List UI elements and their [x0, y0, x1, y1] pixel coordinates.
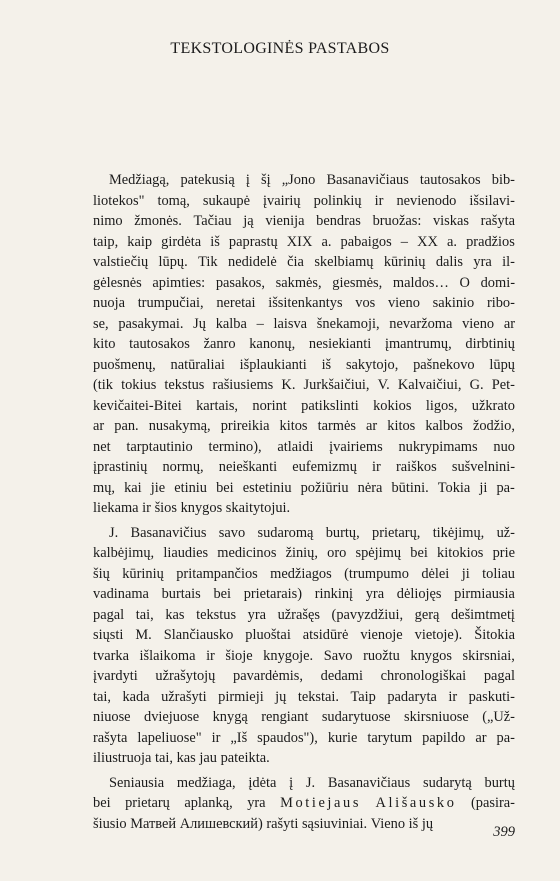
- word: normų,: [162, 459, 204, 475]
- word: jie: [150, 479, 166, 496]
- word: rašyta: [93, 729, 128, 746]
- word: ji: [461, 565, 470, 582]
- word: („Už-: [482, 709, 515, 725]
- word: prietarų,: [372, 524, 421, 541]
- word: neieškanti: [218, 459, 278, 475]
- word: „Iš: [230, 729, 248, 746]
- word: M.: [135, 627, 152, 643]
- word: tarptautinio: [126, 438, 193, 455]
- word: sudaromą: [257, 524, 314, 541]
- word: iš: [408, 815, 419, 832]
- word: pa-: [496, 479, 515, 496]
- word: ar: [93, 418, 105, 434]
- text-line: [93, 293, 515, 314]
- word: prireikia: [220, 418, 270, 434]
- word: tekstus: [164, 377, 205, 393]
- word: ribo-: [486, 295, 515, 311]
- word: dėlei: [421, 565, 450, 582]
- word: dalis: [435, 254, 464, 270]
- word: užkrato: [471, 397, 515, 414]
- word: paprastų: [228, 233, 278, 250]
- word: skirsniai,: [462, 647, 515, 664]
- word: a.: [321, 233, 332, 250]
- word: pagal: [93, 606, 125, 623]
- word: į: [289, 774, 294, 791]
- word: pritampančios: [176, 565, 258, 582]
- word: ar: [475, 729, 487, 746]
- word: atlaidi: [277, 438, 314, 455]
- word: nuoja: [93, 295, 125, 311]
- word: išsitenkantys: [268, 295, 343, 311]
- text-line: [93, 773, 515, 794]
- word: sudarytą: [422, 774, 472, 791]
- text-line: [93, 355, 515, 376]
- word: Jurkšaičiui,: [303, 377, 370, 393]
- word: iš: [210, 233, 220, 250]
- word: mų,: [93, 479, 115, 496]
- word: tautosakos: [129, 336, 190, 352]
- word: užrašyti: [161, 688, 207, 705]
- word: jų: [275, 688, 287, 705]
- text-line: [93, 334, 515, 355]
- word: žodžio,: [472, 418, 515, 434]
- word: prie: [492, 545, 515, 561]
- word: nesiekianti: [308, 336, 372, 352]
- text-line: [93, 191, 515, 212]
- word: a.: [446, 233, 457, 250]
- word: toliau: [482, 565, 515, 582]
- page-title: TEKSTOLOGINĖS PASTABOS: [170, 40, 390, 57]
- word: (tik: [93, 377, 113, 393]
- word: sukaupė: [202, 192, 251, 209]
- word: atsidūrė: [302, 627, 349, 643]
- word: Taip: [350, 688, 376, 705]
- word: kūrinių: [122, 565, 164, 582]
- word: burtų,: [325, 524, 360, 541]
- word: kurie: [327, 729, 358, 746]
- word: čia: [287, 254, 304, 270]
- word: savo: [218, 524, 246, 541]
- word: šių: [93, 565, 110, 582]
- word: sudarytuose: [321, 709, 391, 725]
- word: šį: [261, 172, 271, 188]
- text-line: [93, 543, 515, 564]
- word: nėra: [357, 479, 383, 496]
- word: liaudies: [163, 545, 209, 561]
- text-line: [93, 707, 515, 728]
- text-line: [93, 211, 515, 232]
- word: knygoje.: [263, 647, 314, 664]
- word: ruožtu: [363, 647, 400, 664]
- word: įdėta: [248, 774, 277, 791]
- word: į: [245, 172, 250, 188]
- text-line: [93, 437, 515, 458]
- word: gėlesnės: [93, 274, 142, 291]
- word: bei: [213, 586, 232, 602]
- word: šios: [154, 500, 177, 516]
- word: J.: [109, 524, 119, 541]
- word: maldos…: [392, 274, 449, 291]
- word: ir: [211, 729, 221, 746]
- word: įvardyti: [93, 668, 138, 684]
- word: kūrinių: [383, 254, 426, 270]
- word: Tačiau: [193, 213, 232, 229]
- word: yra: [365, 586, 385, 602]
- text-line: [93, 252, 515, 273]
- word: net: [93, 438, 111, 455]
- text-line: [93, 170, 515, 191]
- word: (trumpumo: [344, 565, 409, 582]
- word: bendras: [316, 213, 361, 229]
- word: pavardėmis,: [233, 668, 303, 684]
- word: laisva: [273, 315, 308, 332]
- word: patikslinti: [301, 397, 359, 414]
- word: išlaikoma: [139, 647, 196, 664]
- word: chronologiškai: [380, 668, 467, 684]
- word: apimties:: [152, 274, 206, 291]
- word: nusakymą,: [148, 418, 211, 434]
- word: XX: [417, 233, 438, 250]
- word: pašnekovo: [413, 356, 475, 373]
- word: liekama: [93, 500, 139, 516]
- word: Basanavičius: [130, 524, 207, 541]
- word: prietarų: [125, 795, 170, 811]
- word: Tokia: [437, 479, 471, 496]
- word: rašiusiems: [212, 377, 274, 393]
- word: liotekos": [93, 192, 145, 209]
- word: norint: [252, 397, 287, 414]
- word: Šitokia: [474, 627, 515, 643]
- word: knygos: [410, 647, 452, 664]
- text-line: [93, 375, 515, 396]
- page-number: 399: [493, 824, 515, 840]
- word: „Jono: [281, 172, 316, 188]
- word: padaryta: [387, 688, 437, 705]
- word: pirmiausia: [454, 586, 515, 602]
- word: yra: [473, 254, 492, 270]
- word: jų: [421, 815, 434, 832]
- word: kitos: [279, 418, 308, 434]
- word: –: [400, 233, 408, 250]
- word: dėliojęs: [396, 586, 442, 602]
- word: kas: [165, 606, 185, 623]
- word: šioje: [225, 647, 253, 664]
- text-line: [93, 605, 515, 626]
- text-line: [93, 314, 515, 335]
- word: polinkių: [313, 192, 362, 209]
- word: jau: [199, 750, 217, 766]
- word: ar: [503, 315, 515, 332]
- word: (pasira-: [471, 795, 515, 811]
- text-line: [93, 584, 515, 605]
- word: iliustruoja: [93, 750, 152, 766]
- text-line: [93, 498, 515, 519]
- word: rengiant: [261, 709, 309, 725]
- word: pradžios: [466, 233, 515, 250]
- word: aplanką,: [184, 795, 233, 811]
- word: kas: [176, 750, 196, 766]
- word: medicinos: [217, 545, 277, 561]
- word: K.: [281, 377, 296, 393]
- word: sakmės,: [275, 274, 322, 291]
- text-line: [93, 232, 515, 253]
- text-line: [93, 416, 515, 437]
- word: trumpučiai,: [137, 295, 204, 311]
- word: termino),: [208, 438, 262, 455]
- word: J.: [305, 774, 316, 791]
- word: V.: [377, 377, 390, 393]
- word: žanro: [203, 336, 236, 352]
- word: yra: [247, 606, 267, 623]
- word: ar: [366, 418, 378, 434]
- text-line: [93, 625, 515, 646]
- word: knygą: [212, 709, 248, 725]
- word: Slančiausko: [163, 627, 234, 643]
- word: pluoštai: [245, 627, 291, 643]
- word: kalba: [215, 315, 247, 332]
- word: kitokios: [437, 545, 484, 561]
- word: šnekamoji,: [316, 315, 380, 332]
- word: gerą: [414, 606, 440, 623]
- word: išplaukianti: [239, 356, 307, 373]
- word: sušvelnini-: [451, 459, 515, 475]
- word: knygos: [180, 500, 223, 516]
- word: ir: [374, 192, 384, 209]
- word: tekstus: [196, 606, 237, 623]
- word: tomą,: [157, 192, 190, 209]
- word: burtais: [161, 586, 201, 602]
- word: lapeliuose": [137, 729, 202, 746]
- word: eufemizmų: [292, 459, 357, 475]
- word: kevičaitei-Bitei: [93, 397, 182, 414]
- word: oro: [327, 545, 347, 561]
- word: tikėjimų,: [432, 524, 485, 541]
- word: dešimtmetį: [450, 606, 515, 623]
- word: tvarka: [93, 647, 129, 664]
- word: užrašęs: [277, 606, 320, 623]
- word: kalbėjimų,: [93, 545, 155, 561]
- word: Матвей: [130, 815, 177, 832]
- word: spėjimų: [355, 545, 402, 561]
- word: kalbos: [425, 418, 463, 434]
- word: kanonų,: [249, 336, 296, 352]
- word: tokius: [121, 377, 157, 393]
- word: vienija: [265, 213, 305, 229]
- word: kartais,: [196, 397, 239, 414]
- word: (pavyzdžiui,: [331, 606, 404, 623]
- word: įmantrumų,: [384, 336, 452, 352]
- word: paskuti-: [468, 688, 515, 705]
- word: yra: [247, 795, 266, 811]
- word: tarytum: [367, 729, 413, 746]
- word: žinių,: [285, 545, 318, 561]
- text-line: [93, 457, 515, 478]
- word: rinkinį: [314, 586, 354, 602]
- word: vos: [355, 295, 376, 311]
- word: Tik: [198, 254, 218, 270]
- text-line: [93, 523, 515, 544]
- word: viskas: [432, 213, 469, 229]
- text-line: [93, 748, 515, 769]
- word: Basanavičiaus: [327, 774, 411, 791]
- word: nuo: [493, 438, 515, 455]
- text-line: [93, 396, 515, 417]
- word: tai,: [154, 750, 173, 766]
- word: ir: [206, 647, 215, 664]
- word: natūraliai: [170, 356, 225, 373]
- word: kito: [93, 336, 116, 352]
- word: siųsti: [93, 627, 124, 643]
- word: bei: [93, 795, 111, 811]
- word: domi-: [480, 274, 515, 291]
- word: skelbiamų: [314, 254, 374, 270]
- word: G.: [469, 377, 484, 393]
- word: išsilavi-: [469, 192, 515, 209]
- word: sakinio: [432, 295, 475, 311]
- word: Алишевский): [179, 815, 263, 832]
- word: užrašytojų: [155, 668, 216, 684]
- word: papildo: [422, 729, 466, 746]
- word: bei: [216, 479, 234, 496]
- word: Ališausko: [375, 795, 457, 811]
- word: nevaržoma: [389, 315, 453, 332]
- word: dviejuose: [144, 709, 200, 725]
- word: pabaigos: [340, 233, 392, 250]
- word: O: [459, 274, 470, 291]
- word: įprastinių: [93, 459, 148, 475]
- word: Medžiagą,: [109, 172, 170, 188]
- word: Motiejaus: [280, 795, 362, 811]
- word: kitos: [387, 418, 416, 434]
- word: bei: [410, 545, 428, 561]
- word: girdėta: [161, 233, 202, 250]
- word: kai: [124, 479, 142, 496]
- word: vienoje: [360, 627, 403, 643]
- word: valstiečių: [93, 254, 149, 270]
- word: kada: [122, 688, 150, 705]
- word: medžiaga,: [176, 774, 236, 791]
- word: pan.: [114, 418, 139, 434]
- word: XIX: [286, 233, 313, 250]
- word: tekstai.: [297, 688, 339, 705]
- text-line: [93, 687, 515, 708]
- word: Vieno: [370, 815, 406, 832]
- word: Jų: [193, 315, 206, 332]
- body-text: [93, 170, 515, 834]
- word: etiniu: [174, 479, 207, 496]
- word: bib-: [491, 172, 515, 188]
- text-line: [93, 793, 515, 814]
- word: kaip: [127, 233, 153, 250]
- word: nevienodo: [396, 192, 457, 209]
- word: tautosakos: [419, 172, 481, 188]
- word: pasakymai.: [118, 315, 184, 332]
- word: niuose: [93, 709, 131, 725]
- word: ligos,: [425, 397, 458, 414]
- word: vadinama: [93, 586, 149, 602]
- word: lūpų: [489, 356, 515, 373]
- text-line: [93, 564, 515, 585]
- word: il-: [502, 254, 515, 270]
- word: ji: [479, 479, 488, 496]
- word: se,: [93, 315, 109, 332]
- text-line: [93, 478, 515, 499]
- word: estetiniu: [242, 479, 292, 496]
- word: giesmės,: [332, 274, 383, 291]
- word: ją: [243, 213, 254, 229]
- word: šiusio: [93, 815, 127, 832]
- word: už-: [496, 524, 515, 541]
- word: spaudos"),: [257, 729, 318, 746]
- word: nukrypimams: [398, 438, 478, 455]
- word: būtini.: [391, 479, 429, 496]
- word: pagal: [483, 668, 515, 684]
- word: kokios: [373, 397, 412, 414]
- word: vietoje).: [414, 627, 463, 643]
- word: Seniausia: [109, 774, 165, 791]
- word: taip,: [93, 233, 119, 250]
- word: vieno: [462, 315, 495, 332]
- word: Pet-: [491, 377, 515, 393]
- word: tai,: [93, 688, 111, 705]
- word: tarmės: [317, 418, 356, 434]
- word: bruožas:: [372, 213, 422, 229]
- word: Savo: [323, 647, 353, 664]
- word: burtų: [484, 774, 515, 791]
- word: pasakos,: [215, 274, 266, 291]
- word: medžiagos: [270, 565, 332, 582]
- word: nimo: [93, 213, 123, 229]
- word: Basanavičiaus: [326, 172, 409, 188]
- word: rašyta: [480, 213, 515, 229]
- word: nedidelė: [228, 254, 277, 270]
- word: įvairiems: [329, 438, 383, 455]
- word: patekusią: [180, 172, 235, 188]
- text-line: [93, 666, 515, 687]
- word: požiūriu: [300, 479, 349, 496]
- word: skaitytojui.: [225, 500, 291, 516]
- word: sąsiuviniai.: [301, 815, 368, 832]
- text-line: [93, 646, 515, 667]
- word: prietarais): [243, 586, 303, 602]
- word: pirmieji: [218, 688, 264, 705]
- word: pateikta.: [220, 750, 270, 766]
- text-line: [93, 273, 515, 294]
- word: pa-: [496, 729, 515, 746]
- word: puošmenų,: [93, 356, 156, 373]
- word: rašyti: [266, 815, 299, 832]
- text-line: [93, 728, 515, 749]
- word: skirsniuose: [404, 709, 469, 725]
- word: vieno: [387, 295, 420, 311]
- word: lūpų.: [158, 254, 188, 270]
- word: tai,: [135, 606, 154, 623]
- word: sakytojo,: [345, 356, 399, 373]
- word: raiškos: [395, 459, 437, 475]
- word: ir: [372, 459, 381, 475]
- word: neretai: [216, 295, 256, 311]
- word: dedami: [320, 668, 363, 684]
- word: ir: [142, 500, 151, 516]
- word: iš: [321, 356, 332, 373]
- word: ir: [448, 688, 458, 705]
- word: dirbtinių: [465, 336, 515, 352]
- word: žmonės.: [134, 213, 182, 229]
- word: –: [256, 315, 264, 332]
- word: įvairių: [263, 192, 301, 209]
- word: Kalvaičiui,: [397, 377, 462, 393]
